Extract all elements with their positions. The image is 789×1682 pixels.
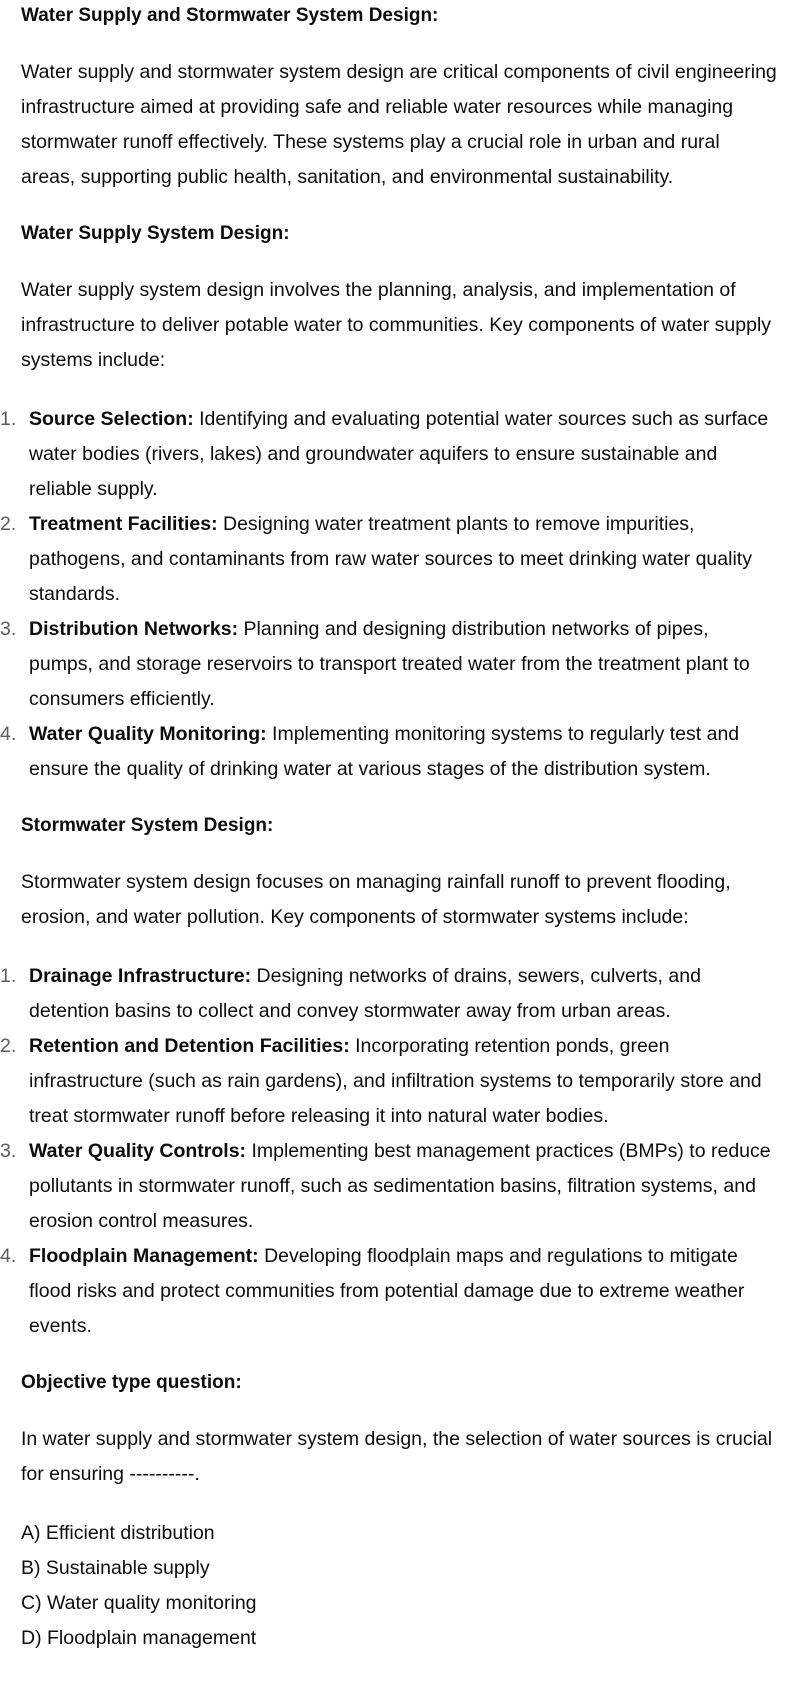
answer-options — [21, 1516, 777, 1656]
list-term: Distribution Networks: — [29, 618, 239, 640]
option-b: B) Sustainable supply — [21, 1557, 210, 1579]
list-item — [0, 612, 777, 717]
list-number: 3. — [0, 1140, 17, 1162]
list-term: Retention and Detention Facilities: — [29, 1035, 350, 1057]
list-text: Designing networks of drains, sewers, culverts, and detention basins to collect and convey stormwater away from urban areas. — [29, 965, 701, 1022]
document-title: Water Supply and Stormwater System Design: — [21, 5, 439, 26]
option-c: C) Water quality monitoring — [21, 1592, 257, 1614]
list-number: 4. — [0, 1245, 17, 1267]
list-term: Water Quality Controls: — [29, 1140, 247, 1162]
list-term: Treatment Facilities: — [29, 513, 218, 535]
list-item — [0, 1134, 777, 1239]
option-d: D) Floodplain management — [21, 1627, 257, 1649]
list-term: Water Quality Monitoring: — [29, 723, 267, 745]
list-text: Developing floodplain maps and regulations to mitigate flood risks and protect communities from potential damage due to extreme weather events. — [29, 1245, 745, 1337]
list-term: Source Selection: — [29, 408, 194, 430]
list-text: Designing water treatment plants to remove impurities, pathogens, and contaminants from raw water sources to meet drinking water quality standards. — [29, 513, 752, 605]
list-item — [0, 959, 777, 1029]
list-number: 3. — [0, 618, 17, 640]
list-number: 2. — [0, 1035, 17, 1057]
water-supply-heading: Water Supply System Design: — [21, 223, 290, 244]
list-number: 4. — [0, 723, 17, 745]
list-item — [0, 1029, 777, 1134]
list-number: 1. — [0, 408, 17, 430]
list-item — [0, 1239, 777, 1344]
question-heading: Objective type question: — [21, 1372, 242, 1393]
intro-paragraph: Water supply and stormwater system design are critical components of civil engineering infrastructure aimed at providing safe and reliable water resources while managing stormwater runoff effectively. These systems play a crucial role in urban and rural areas, supporting public health, sanitation, and environmental sustainability. — [21, 61, 777, 188]
question-prompt: In water supply and stormwater system design, the selection of water sources is crucial for ensuring ----------. — [21, 1428, 773, 1485]
list-term: Floodplain Management: — [29, 1245, 259, 1267]
list-item — [0, 717, 777, 787]
list-term: Drainage Infrastructure: — [29, 965, 252, 987]
list-item — [0, 507, 777, 612]
list-number: 2. — [0, 513, 17, 535]
list-text: Implementing best management practices (BMPs) to reduce pollutants in stormwater runoff, such as sedimentation basins, filtration systems, and erosion control measures. — [29, 1140, 771, 1232]
list-text: Planning and designing distribution networks of pipes, pumps, and storage reservoirs to transport treated water from the treatment plant to consumers efficiently. — [29, 618, 750, 710]
water-supply-list — [0, 402, 777, 787]
list-text: Implementing monitoring systems to regularly test and ensure the quality of drinking water at various stages of the distribution system. — [29, 723, 740, 780]
list-text: Incorporating retention ponds, green infrastructure (such as rain gardens), and infiltration systems to temporarily store and treat stormwater runoff before releasing it into natural water bodies. — [29, 1035, 762, 1127]
list-number: 1. — [0, 965, 17, 987]
stormwater-intro: Stormwater system design focuses on managing rainfall runoff to prevent flooding, erosion, and water pollution. Key components of stormwater systems include: — [21, 871, 731, 928]
list-text: Identifying and evaluating potential water sources such as surface water bodies (rivers, lakes) and groundwater aquifers to ensure sustainable and reliable supply. — [29, 408, 769, 500]
water-supply-intro: Water supply system design involves the planning, analysis, and implementation of infrastructure to deliver potable water to communities. Key components of water supply systems include: — [21, 279, 772, 371]
stormwater-list — [0, 959, 777, 1344]
list-item — [0, 402, 777, 507]
stormwater-heading: Stormwater System Design: — [21, 815, 274, 836]
option-a: A) Efficient distribution — [21, 1522, 215, 1544]
